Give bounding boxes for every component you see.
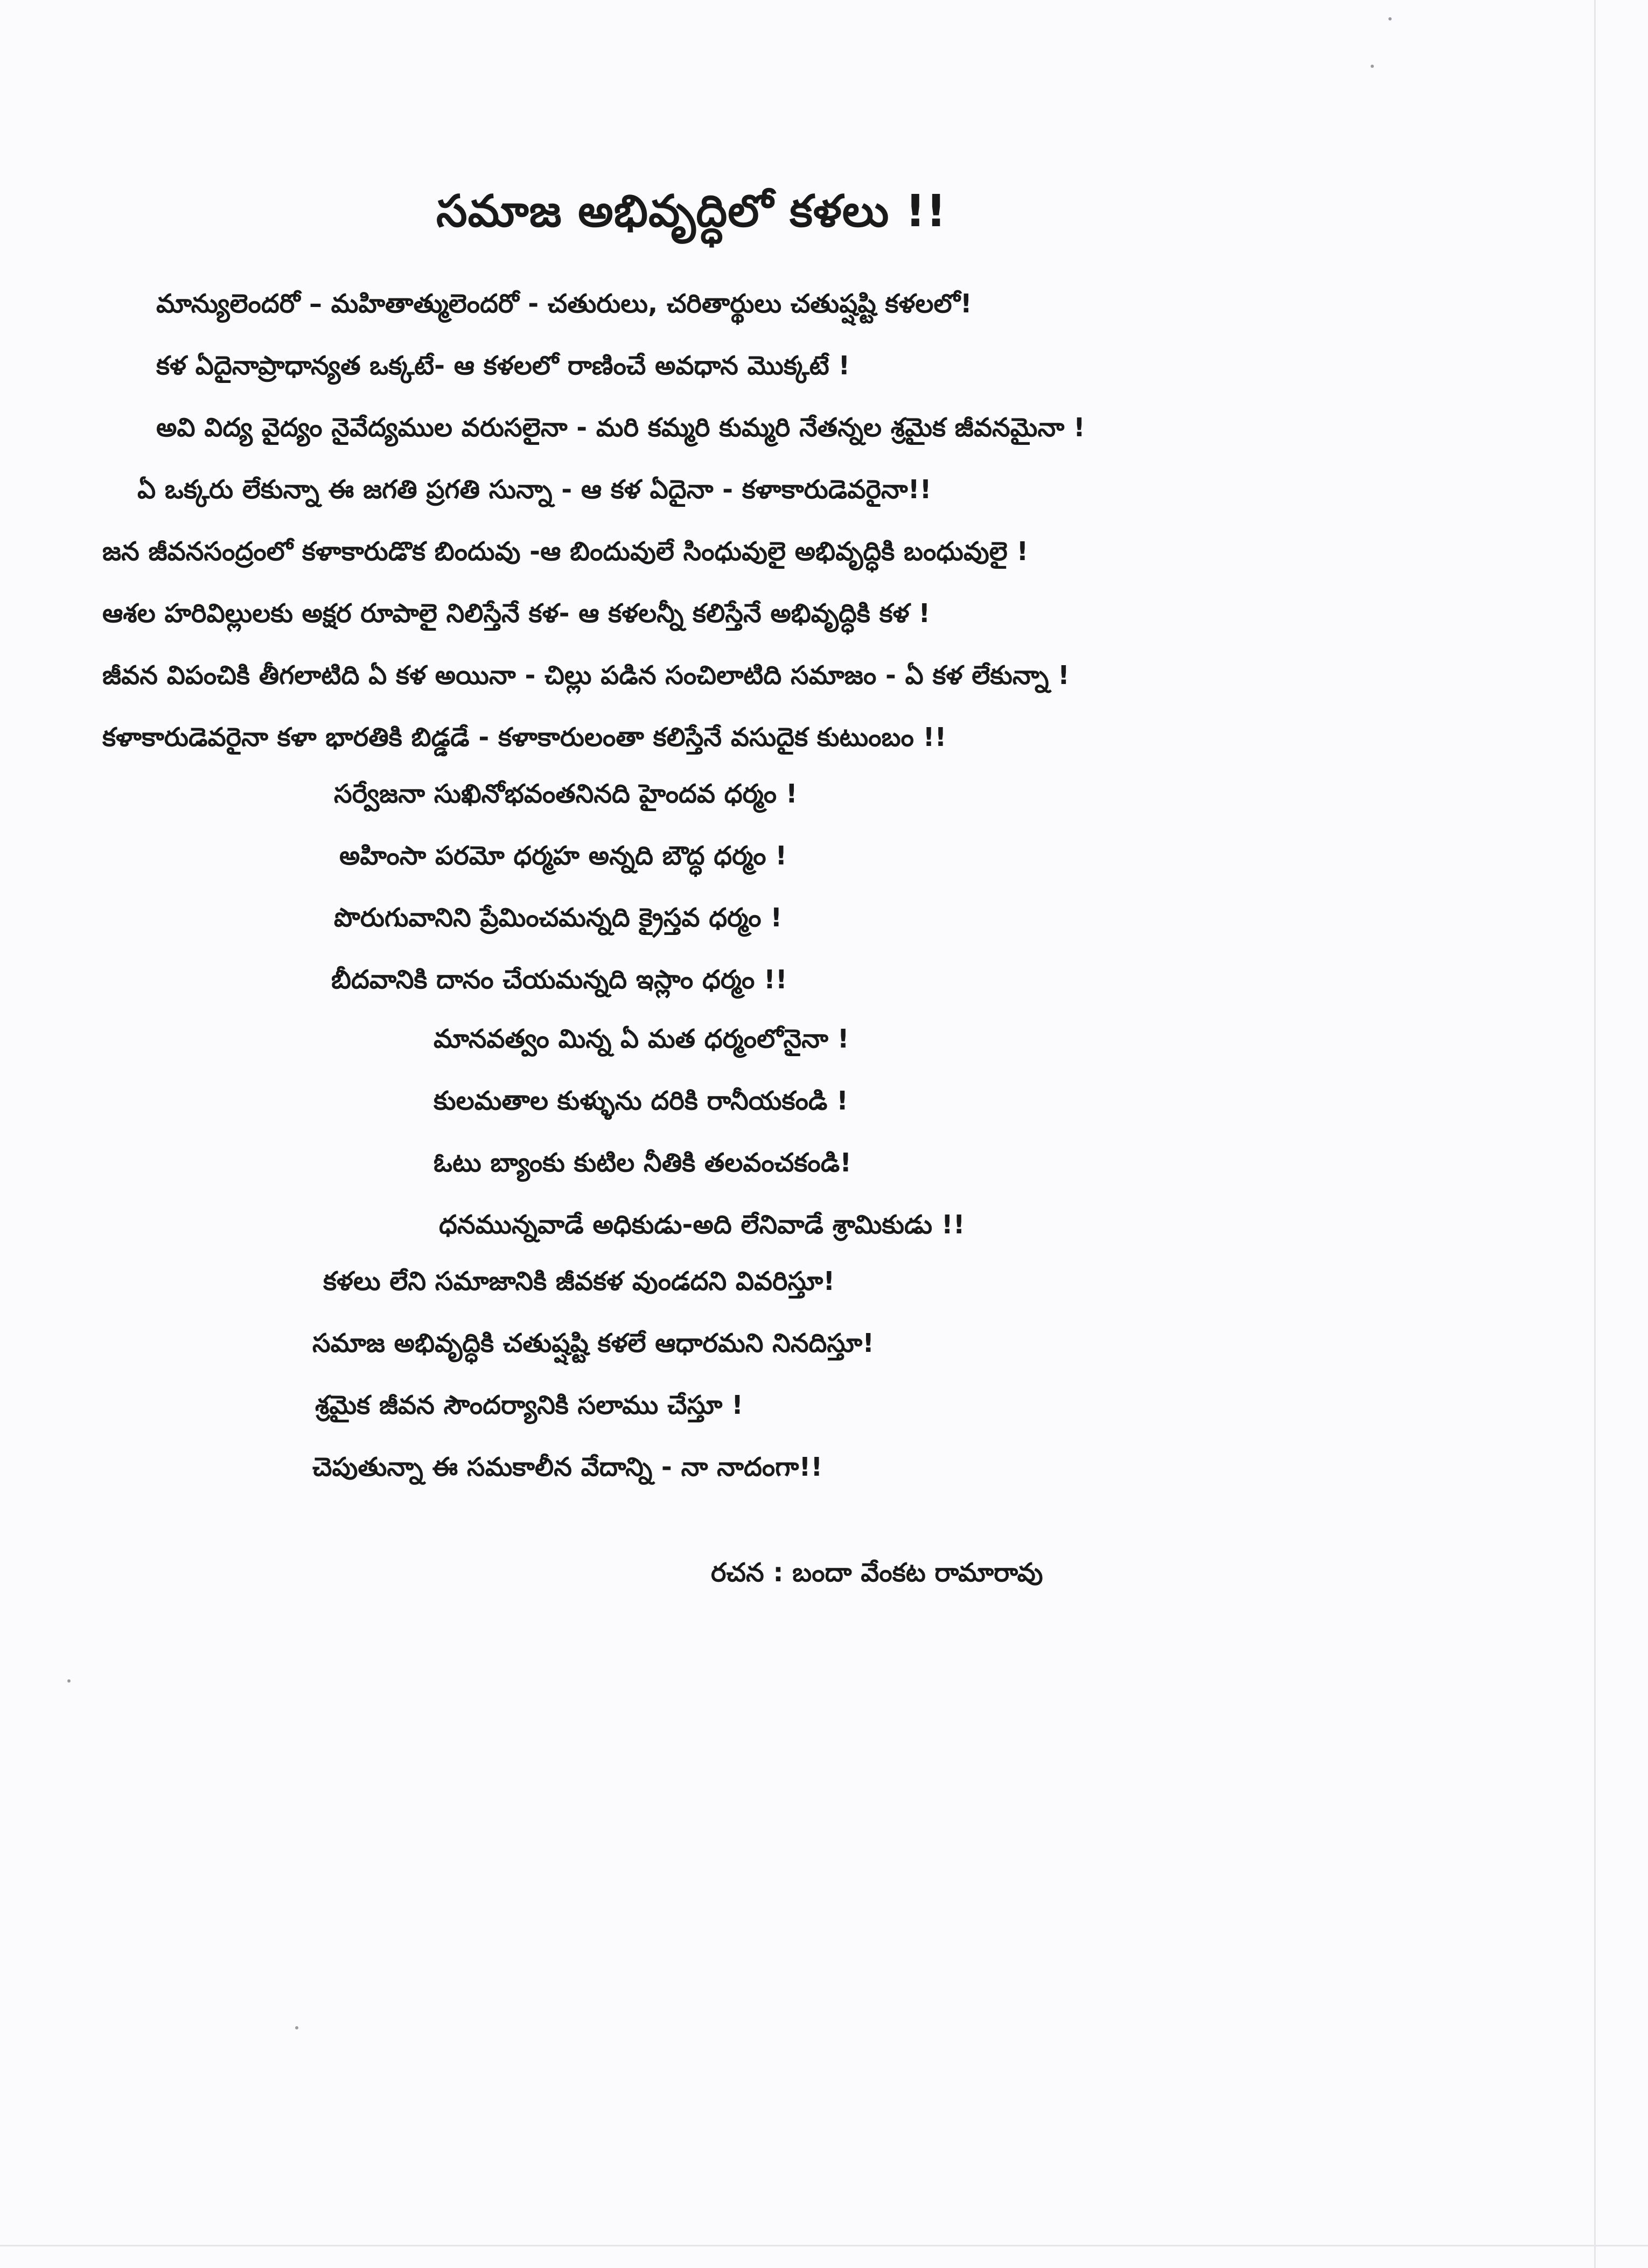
poem-line: మానవత్వం మిన్న ఏ మత ధర్మంలోనైనా ! bbox=[434, 1024, 849, 1054]
poem-line: అహింసా పరమో ధర్మహ అన్నది బౌద్ధ ధర్మం ! bbox=[339, 841, 787, 871]
poem-line: ఏ ఒక్కరు లేకున్నా ఈ జగతి ప్రగతి సున్నా - ఆ కళ ఏదైనా - కళాకారుడెవరైనా!! bbox=[137, 474, 932, 505]
poem-title: సమాజ అభివృద్ధిలో కళలు !! bbox=[436, 186, 947, 237]
poem-line: బీదవానికి దానం చేయమన్నది ఇస్లాం ధర్మం !! bbox=[331, 965, 787, 995]
poem-line: పొరుగువానిని ప్రేమించమన్నది క్రైస్తవ ధర్మం ! bbox=[334, 903, 783, 933]
poem-line: ధనమున్నవాడే అధికుడు-అది లేనివాడే శ్రామికుడు !! bbox=[439, 1210, 965, 1240]
poem-line: కళలు లేని సమాజానికి జీవకళ వుండదని వివరిస్తూ! bbox=[323, 1266, 835, 1296]
poem-line: అవి విద్య వైద్యం నైవేద్యముల వరుసలైనా - మరి కమ్మరి కుమ్మరి నేతన్నల శ్రమైక జీవనమైనా ! bbox=[156, 413, 1085, 443]
scan-speck bbox=[295, 2026, 298, 2029]
scan-speck bbox=[1388, 17, 1392, 20]
author-credit: రచన : బందా వేంకట రామారావు bbox=[711, 1558, 1043, 1588]
poem-line: జన జీవనసంద్రంలో కళాకారుడొక బిందువు -ఆ బిందువులే సింధువులై అభివృద్ధికి బంధువులై ! bbox=[102, 536, 1029, 567]
poem-line: కళ ఏదైనాప్రాధాన్యత ఒక్కటే- ఆ కళలలో రాణించే అవధాన మొక్కటే ! bbox=[156, 351, 850, 381]
poem-line: ఓటు బ్యాంకు కుటిల నీతికి తలవంచకండి! bbox=[434, 1148, 852, 1178]
poem-line: సర్వేజనా సుఖినోభవంతనినది హైందవ ధర్మం ! bbox=[334, 779, 798, 809]
scan-speck bbox=[67, 1679, 71, 1683]
scan-edge-bottom bbox=[0, 2245, 1648, 2246]
scan-speck bbox=[1371, 65, 1374, 68]
poem-line: జీవన విపంచికి తీగలాటిది ఏ కళ అయినా - చిల్లు పడిన సంచిలాటిది సమాజం - ఏ కళ లేకున్నా ! bbox=[102, 660, 1070, 690]
poem-line: కళాకారుడెవరైనా కళా భారతికి బిడ్డడే - కళాకారులంతా కలిస్తేనే వసుదైక కుటుంబం !! bbox=[102, 722, 947, 752]
poem-line: మాన్యులెందరో – మహితాత్ములెందరో - చతురులు, చరితార్థులు చతుష్షష్టి కళలలో! bbox=[156, 289, 972, 319]
poem-line: ఆశల హరివిల్లులకు అక్షర రూపాలై నిలిస్తేనే కళ- ఆ కళలన్నీ కలిస్తేనే అభివృద్ధికి కళ ! bbox=[102, 598, 931, 629]
poem-line: సమాజ అభివృద్ధికి చతుష్షష్టి కళలే ఆధారమని నినదిస్తూ! bbox=[312, 1328, 875, 1358]
poem-line: శ్రమైక జీవన సౌందర్యానికి సలాము చేస్తూ ! bbox=[315, 1390, 743, 1420]
poem-line: కులమతాల కుళ్ళును దరికి రానీయకండి ! bbox=[434, 1086, 849, 1116]
poem-line: చెపుతున్నా ఈ సమకాలీన వేదాన్ని - నా నాదంగా!! bbox=[312, 1452, 823, 1482]
scan-edge-right bbox=[1594, 0, 1596, 2268]
